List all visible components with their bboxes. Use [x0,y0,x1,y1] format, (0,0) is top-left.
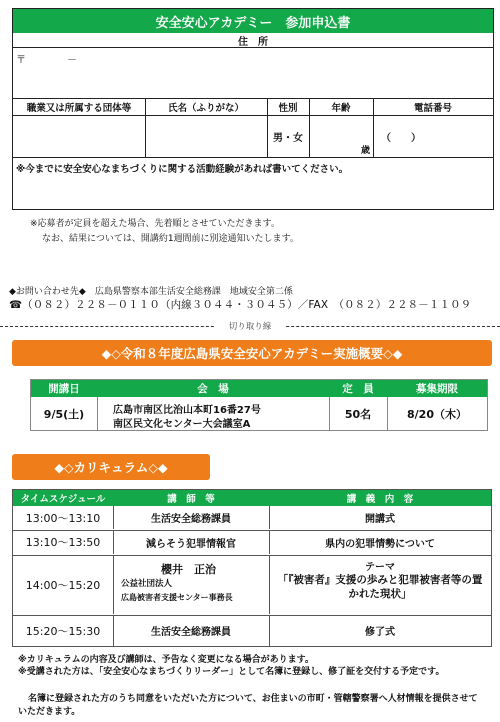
experience-field[interactable] [13,158,493,209]
age-header: 年齢 [309,98,374,115]
gender-field[interactable]: 男・女 [267,115,310,157]
experience-label: ※今までに安全安心なまちづくりに関する活動経験があれば書いてください。 [16,164,349,175]
row-lecturer: 減らそう犯罪情報官 [113,530,270,554]
contact-line-1: ◆お問い合わせ先◆ 広島県警察本部生活安全総務課 地域安全第二係 [9,287,293,297]
overview-header-venue: 会 場 [97,380,330,397]
name-header: 氏名（ふりがな） [145,98,268,115]
row-lecturer: 生活安全総務課員 [113,506,270,529]
overview-banner: ◆◇令和８年度広島県安全安心アカデミー実施概要◇◆ [12,340,492,366]
address-header: 住 所 [13,33,493,48]
notes-line-2: なお、結果については、開講約1週間前に別途通知いたします。 [42,234,299,244]
table-row [13,530,491,556]
table-row [13,555,491,616]
overview-header-date: 開講日 [31,380,98,397]
overview-deadline: 8/20（木） [407,407,467,421]
row-lecturer: 生活安全総務課員 [113,615,270,646]
lecturer-org-2: 広島被害者支援センター事務長 [121,593,233,602]
cut-line-label: 切り取り線 [214,319,286,333]
occupation-header: 職業又は所属する団体等 [13,98,146,115]
content-theme: テーマ [365,562,395,573]
row-content: 修了式 [365,627,395,638]
age-unit: 歳 [360,146,370,156]
table-row [13,506,491,531]
phone-field[interactable]: （ ） [381,132,421,144]
lecturer-org: 公益社団法人 [121,579,173,589]
postal-dash: － [67,55,77,66]
footer-line-3: 名簿に登録された方のうち同意をいただいた方について、お住まいの市町・管轄警察署へ人材情報を提供させていただきます。 [18,694,478,717]
overview-venue-line-2: 南区民文化センター大会議室A [113,419,251,430]
postal-mark: 〒 [16,55,26,66]
curriculum-header-time: タイムスケジュール [13,490,114,506]
info-value-row [13,115,493,158]
curriculum-banner: ◆◇カリキュラム◇◆ [12,454,210,480]
overview-venue [97,397,330,430]
row-content: 開講式 [365,514,395,525]
overview-header-capacity: 定 員 [329,380,388,397]
lecturer-name: 櫻井 正治 [161,563,216,576]
address-field[interactable] [13,48,493,99]
row-time: 15:20～15:30 [13,615,114,646]
content-title: 「『被害者』支援の歩みと犯罪被害者等の置かれた現状」 [277,574,483,600]
overview-date: 9/5(土) [31,397,98,430]
overview-capacity: 50名 [329,397,388,430]
row-time: 13:10～13:50 [13,530,114,554]
curriculum-header-lecturer: 講 師 等 [113,490,270,506]
notes-line-1: ※応募者が定員を超えた場合、先着順とさせていただきます。 [30,219,280,229]
row-content: 県内の犯罪情勢について [325,538,435,550]
overview-header-deadline: 募集期限 [387,380,487,397]
form-title: 安全安心アカデミー 参加申込書 [13,9,493,33]
curriculum-table [12,489,492,647]
name-field[interactable] [145,115,268,157]
overview-table [30,379,488,431]
footer-line-2: ※受講された方は、「安全安心なまちづくりリーダー」として名簿に登録し、修了証を交付する予定です。 [18,667,445,677]
info-header-row [13,98,493,116]
gender-header: 性別 [267,98,310,115]
row-time: 14:00～15:20 [13,555,114,614]
age-field[interactable] [309,115,374,157]
footer-line-1: ※カリキュラムの内容及び講師は、予告なく変更になる場合があります。 [18,655,314,665]
curriculum-header-content: 講 義 内 容 [269,490,491,506]
overview-venue-line-1: 広島市南区比治山本町16番27号 [113,405,261,416]
row-content [269,555,491,614]
contact-line-2: ☎（０８２）２２８－０１１０（内線３０４４・３０４５）／FAX （０８２）２２８－１１０９ [9,299,472,311]
row-time: 13:00～13:10 [13,506,114,529]
table-row [13,615,491,646]
occupation-field[interactable] [13,115,146,157]
row-lecturer [113,555,270,614]
phone-header: 電話番号 [413,102,452,114]
